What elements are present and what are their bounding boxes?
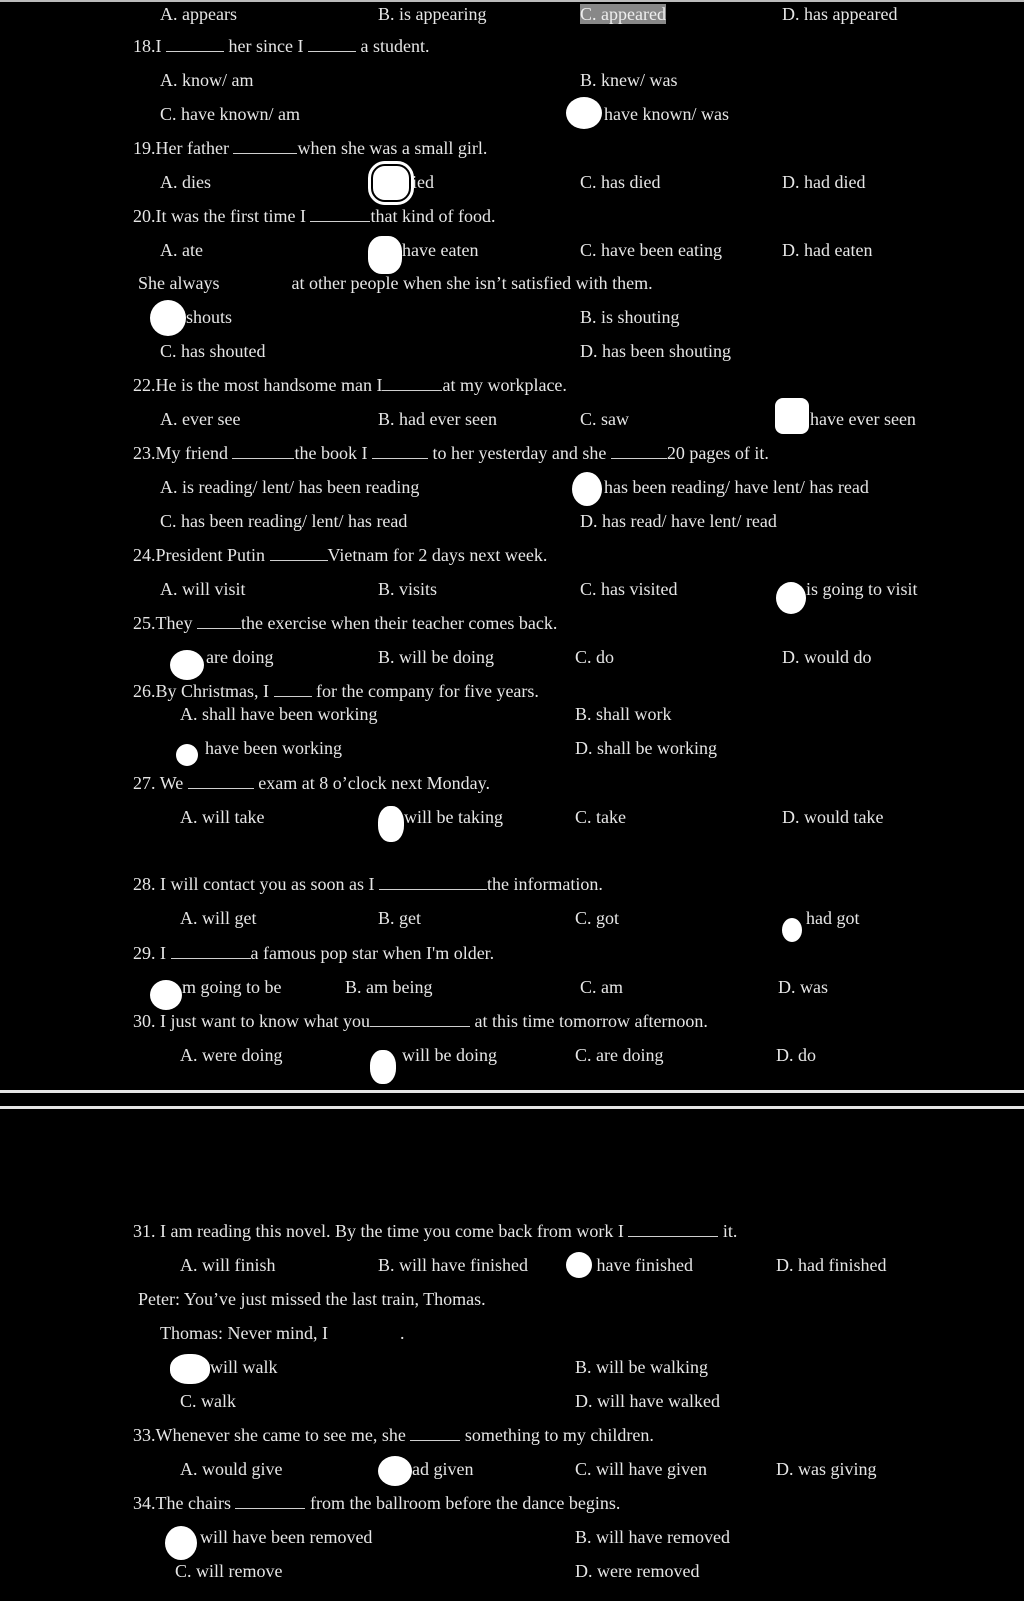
q26-option-c: have been working — [205, 738, 342, 758]
question-25 — [133, 612, 557, 634]
answer-mark-31 — [566, 1252, 592, 1278]
question-26 — [133, 680, 539, 702]
q34-option-d: D. were removed — [575, 1561, 700, 1581]
question-number: 22. — [133, 375, 156, 395]
q28-option-c: C. got — [575, 908, 620, 928]
q32-option-c: C. walk — [180, 1391, 236, 1411]
question-text: the information. — [486, 874, 603, 894]
question-28 — [133, 873, 603, 895]
q28-option-a: A. will get — [180, 908, 257, 928]
q18-option-d: have known/ was — [604, 104, 729, 124]
answer-blank — [372, 442, 428, 459]
q21-option-b: B. is shouting — [580, 307, 680, 327]
answer-blank — [188, 772, 254, 789]
question-20 — [133, 205, 495, 227]
q30-option-d: D. do — [776, 1045, 816, 1065]
q25-option-b: B. will be doing — [378, 647, 494, 667]
q32-option-d: D. will have walked — [575, 1391, 720, 1411]
question-number: 24. — [133, 545, 156, 565]
q25-option-d: D. would do — [782, 647, 872, 667]
q25-option-a: are doing — [206, 647, 274, 667]
question-text: her since I — [224, 36, 308, 56]
q26-option-b: B. shall work — [575, 704, 672, 724]
question-22 — [133, 374, 567, 396]
q23-option-c: C. has been reading/ lent/ has read — [160, 511, 408, 531]
q27-option-b: will be taking — [404, 807, 503, 827]
answer-mark-33 — [378, 1456, 412, 1486]
answer-blank — [310, 205, 370, 222]
question-number: 34. — [133, 1493, 156, 1513]
q21-option-c: C. has shouted — [160, 341, 266, 361]
answer-mark-20 — [368, 236, 402, 274]
answer-mark-26 — [176, 744, 198, 766]
question-text: I — [160, 943, 171, 963]
answer-mark-34 — [165, 1526, 197, 1560]
question-text: something to my children. — [460, 1425, 654, 1445]
question-text: 20 pages of it. — [666, 443, 769, 463]
answer-blank — [628, 1220, 718, 1237]
question-text: at this time tomorrow afternoon. — [469, 1011, 708, 1031]
dialogue-thomas — [160, 1322, 404, 1344]
q27-option-d: D. would take — [782, 807, 884, 827]
answer-mark-23 — [572, 472, 602, 506]
question-27 — [133, 772, 490, 794]
q23-option-a: A. is reading/ lent/ has been reading — [160, 477, 420, 497]
question-number: 27. — [133, 773, 160, 793]
question-text: Her father — [155, 138, 234, 158]
q30-option-b: will be doing — [402, 1045, 497, 1065]
question-text: They — [155, 613, 197, 633]
answer-blank — [235, 1492, 305, 1509]
question-text: We — [159, 773, 188, 793]
question-number: 28. — [133, 874, 160, 894]
question-number: 19. — [133, 138, 156, 158]
q21-option-d: D. has been shouting — [580, 341, 731, 361]
q23-option-d: D. has read/ have lent/ read — [580, 511, 777, 531]
q22-option-a: A. ever see — [160, 409, 241, 429]
question-text: when she was a small girl. — [297, 138, 488, 158]
question-text: I — [155, 36, 166, 56]
q20-option-b: have eaten — [402, 240, 479, 260]
answer-mark-32 — [170, 1354, 210, 1384]
question-text: a famous pop star when I'm older. — [250, 943, 495, 963]
q20-option-c: C. have been eating — [580, 240, 722, 260]
q20-option-d: D. had eaten — [782, 240, 873, 260]
question-33 — [133, 1424, 654, 1446]
answer-mark-28 — [782, 918, 802, 942]
q19-option-d: D. had died — [782, 172, 866, 192]
question-text: it. — [718, 1221, 738, 1241]
q34-option-b: B. will have removed — [575, 1527, 730, 1547]
answer-blank — [308, 35, 356, 52]
q33-option-b: ad given — [412, 1459, 474, 1479]
q24-option-b: B. visits — [378, 579, 438, 599]
answer-blank — [370, 1010, 470, 1027]
q24-option-d: is going to visit — [806, 579, 918, 599]
question-23 — [133, 442, 769, 464]
question-number: 25. — [133, 613, 156, 633]
answer-mark-24 — [776, 582, 806, 614]
question-30 — [133, 1010, 708, 1032]
answer-mark-27 — [378, 806, 404, 842]
divider-top — [0, 1090, 1024, 1093]
q21-option-a: shouts — [186, 307, 233, 327]
question-text: at other people when she isn’t satisfied with them. — [291, 273, 653, 293]
answer-mark-21 — [150, 300, 186, 336]
question-text: I will contact you as soon as I — [160, 874, 379, 894]
q22-option-c: C. saw — [580, 409, 629, 429]
answer-mark-22 — [775, 398, 809, 434]
question-text: exam at 8 o’clock next Monday. — [253, 773, 490, 793]
q17-option-c-text: C. appeared — [580, 4, 666, 24]
answer-blank — [274, 680, 312, 697]
top-border — [0, 0, 1024, 2]
q24-option-c: C. has visited — [580, 579, 678, 599]
question-text: Whenever she came to see me, she — [155, 1425, 411, 1445]
answer-blank — [166, 35, 224, 52]
q32-option-b: B. will be walking — [575, 1357, 708, 1377]
q33-option-c: C. will have given — [575, 1459, 707, 1479]
answer-blank — [233, 137, 297, 154]
question-number: 23. — [133, 443, 156, 463]
q30-option-a: A. were doing — [180, 1045, 283, 1065]
question-text: to her yesterday and she — [427, 443, 611, 463]
q24-option-a: A. will visit — [160, 579, 246, 599]
q19-option-c: C. has died — [580, 172, 661, 192]
q33-option-a: A. would give — [180, 1459, 283, 1479]
q20-option-a: A. ate — [160, 240, 203, 260]
question-text: at my workplace. — [442, 375, 567, 395]
question-text: By Christmas, I — [155, 681, 274, 701]
q29-option-d: D. was — [778, 977, 828, 997]
question-text: It was the first time I — [155, 206, 311, 226]
q17-option-d: D. has appeared — [782, 4, 898, 24]
question-19 — [133, 137, 487, 159]
question-text: Thomas: Never mind, I — [160, 1323, 328, 1343]
question-34 — [133, 1492, 620, 1514]
answer-blank — [382, 374, 442, 391]
question-number: 26. — [133, 681, 156, 701]
answer-blank — [611, 442, 667, 459]
question-text: My friend — [155, 443, 233, 463]
q17-option-c — [580, 3, 666, 25]
q30-option-c: C. are doing — [575, 1045, 664, 1065]
dialogue-peter: Peter: You’ve just missed the last train, Thomas. — [138, 1289, 486, 1309]
question-text: . — [399, 1323, 405, 1343]
question-text: that kind of food. — [370, 206, 496, 226]
q31-option-b: B. will have finished — [378, 1255, 528, 1275]
q23-option-b: has been reading/ have lent/ has read — [604, 477, 869, 497]
question-text: the exercise when their teacher comes back. — [240, 613, 558, 633]
q34-option-c: C. will remove — [175, 1561, 283, 1581]
q28-option-b: B. get — [378, 908, 421, 928]
q17-option-b: B. is appearing — [378, 4, 487, 24]
question-text: the book I — [294, 443, 372, 463]
divider-bottom — [0, 1106, 1024, 1109]
q26-option-d: D. shall be working — [575, 738, 717, 758]
q28-option-d: had got — [806, 908, 860, 928]
q31-option-c: have finished — [592, 1255, 693, 1275]
q29-option-b: B. am being — [345, 977, 433, 997]
question-text: for the company for five years. — [311, 681, 539, 701]
q34-option-a: will have been removed — [200, 1527, 373, 1547]
answer-blank — [379, 873, 487, 890]
question-text: I just want to know what you — [160, 1011, 370, 1031]
question-18 — [133, 35, 429, 57]
q29-option-c: C. am — [580, 977, 623, 997]
question-text: from the ballroom before the dance begins. — [305, 1493, 621, 1513]
q27-option-a: A. will take — [180, 807, 265, 827]
question-number: 18. — [133, 36, 156, 56]
answer-mark-29 — [150, 980, 182, 1010]
q22-option-d: have ever seen — [810, 409, 916, 429]
q27-option-c: C. take — [575, 807, 626, 827]
q17-option-a: A. appears — [160, 4, 237, 24]
question-number: 29. — [133, 943, 160, 963]
question-text: a student. — [355, 36, 430, 56]
question-text: He is the most handsome man I — [155, 375, 383, 395]
question-text: I am reading this novel. By the time you come back from work I — [160, 1221, 629, 1241]
answer-blank — [197, 612, 241, 629]
answer-mark-19 — [373, 166, 409, 200]
answer-blank — [410, 1424, 460, 1441]
question-text: President Putin — [155, 545, 270, 565]
question-number: 20. — [133, 206, 156, 226]
q22-option-b: B. had ever seen — [378, 409, 497, 429]
question-24 — [133, 544, 547, 566]
q33-option-d: D. was giving — [776, 1459, 877, 1479]
answer-blank — [270, 544, 328, 561]
q18-option-b: B. knew/ was — [580, 70, 678, 90]
q18-option-c: C. have known/ am — [160, 104, 300, 124]
question-31 — [133, 1220, 737, 1242]
question-text: Vietnam for 2 days next week. — [327, 545, 548, 565]
answer-mark-30 — [370, 1050, 396, 1084]
answer-mark-18 — [566, 97, 602, 129]
q31-option-d: D. had finished — [776, 1255, 887, 1275]
q19-option-b: ied — [412, 172, 434, 192]
q32-option-a: will walk — [210, 1357, 278, 1377]
q19-option-a: A. dies — [160, 172, 211, 192]
answer-mark-25 — [170, 650, 204, 680]
question-number: 33. — [133, 1425, 156, 1445]
q31-option-a: A. will finish — [180, 1255, 276, 1275]
question-text: She always — [138, 273, 220, 293]
q25-option-c: C. do — [575, 647, 615, 667]
answer-blank — [232, 442, 294, 459]
question-21 — [138, 272, 653, 294]
question-number: 30. — [133, 1011, 160, 1031]
answer-blank — [171, 942, 251, 959]
question-text: The chairs — [155, 1493, 236, 1513]
q26-option-a: A. shall have been working — [180, 704, 378, 724]
question-29 — [133, 942, 494, 964]
question-number: 31. — [133, 1221, 160, 1241]
q18-option-a: A. know/ am — [160, 70, 254, 90]
q29-option-a: m going to be — [182, 977, 282, 997]
